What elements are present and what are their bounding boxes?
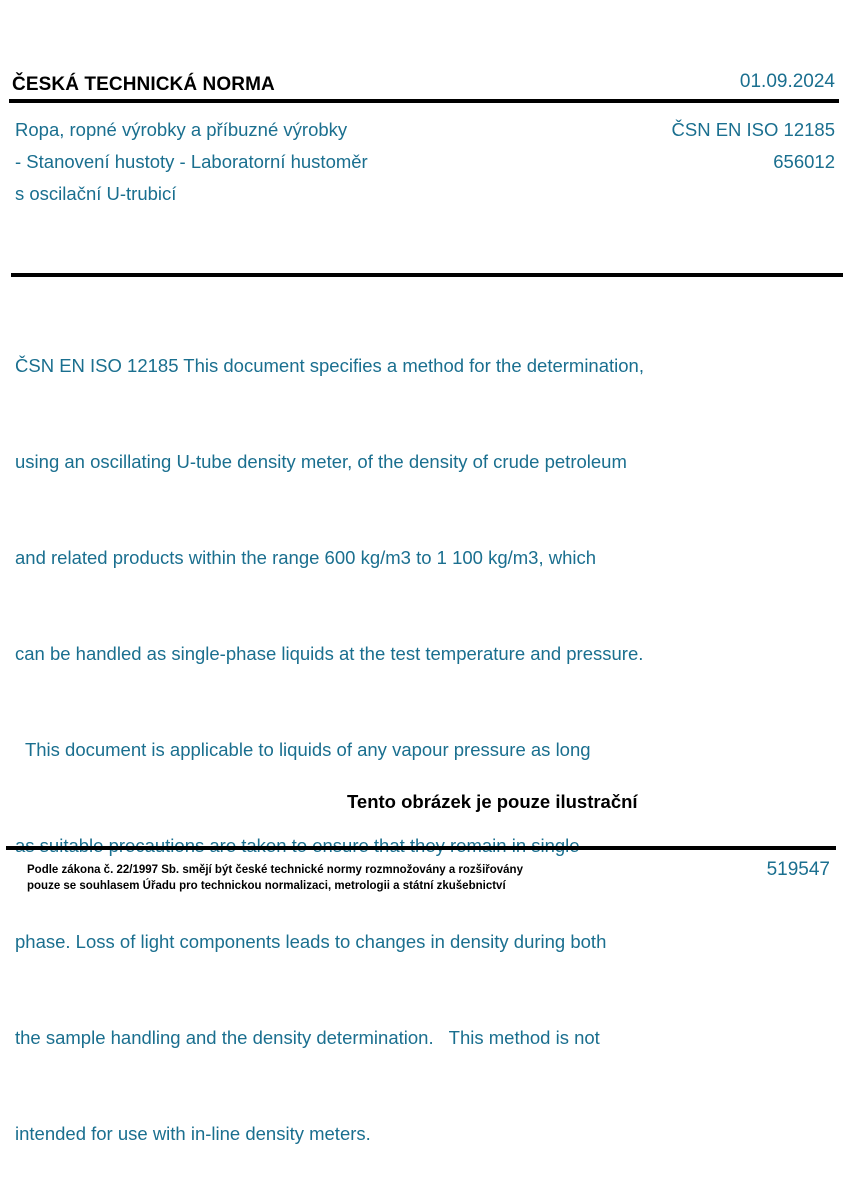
legal-line: pouze se souhlasem Úřadu pro technickou normalizaci, metrologii a státní zkušebnictví xyxy=(27,880,506,892)
document-abstract xyxy=(15,286,775,1182)
abstract-line: using an oscillating U-tube density meter, of the density of crude petroleum xyxy=(15,451,627,472)
document-codes xyxy=(672,114,836,178)
abstract-line: and related products within the range 600 kg/m3 to 1 100 kg/m3, which xyxy=(15,547,597,568)
subject-line: - Stanovení hustoty - Laboratorní hustoměr xyxy=(15,151,368,172)
subject-line: s oscilační U-trubicí xyxy=(15,183,177,204)
subject-line: Ropa, ropné výrobky a příbuzné výrobky xyxy=(15,119,348,140)
illustration-note: Tento obrázek je pouze ilustrační xyxy=(347,791,638,812)
legal-notice xyxy=(27,862,523,894)
legal-line: Podle zákona č. 22/1997 Sb. smějí být české technické normy rozmnožovány a rozšiřovány xyxy=(27,864,523,876)
document-subject xyxy=(15,114,368,210)
header-rule xyxy=(9,99,839,103)
document-id: 519547 xyxy=(766,859,830,880)
section-rule xyxy=(11,273,843,277)
classification-code: 656012 xyxy=(773,151,835,172)
abstract-line: can be handled as single-phase liquids at the test temperature and pressure. xyxy=(15,643,644,664)
footer-rule xyxy=(6,846,836,850)
abstract-line: ČSN EN ISO 12185 This document specifies a method for the determination, xyxy=(15,355,644,376)
standard-number: ČSN EN ISO 12185 xyxy=(671,119,835,140)
norm-label: ČESKÁ TECHNICKÁ NORMA xyxy=(12,74,275,95)
publication-date: 01.09.2024 xyxy=(739,71,835,92)
abstract-line: This document is applicable to liquids of any vapour pressure as long xyxy=(15,739,591,760)
abstract-line: the sample handling and the density determination. This method is not xyxy=(15,1027,600,1048)
abstract-line: phase. Loss of light components leads to changes in density during both xyxy=(15,931,607,952)
abstract-line: intended for use with in-line density meters. xyxy=(15,1123,371,1144)
